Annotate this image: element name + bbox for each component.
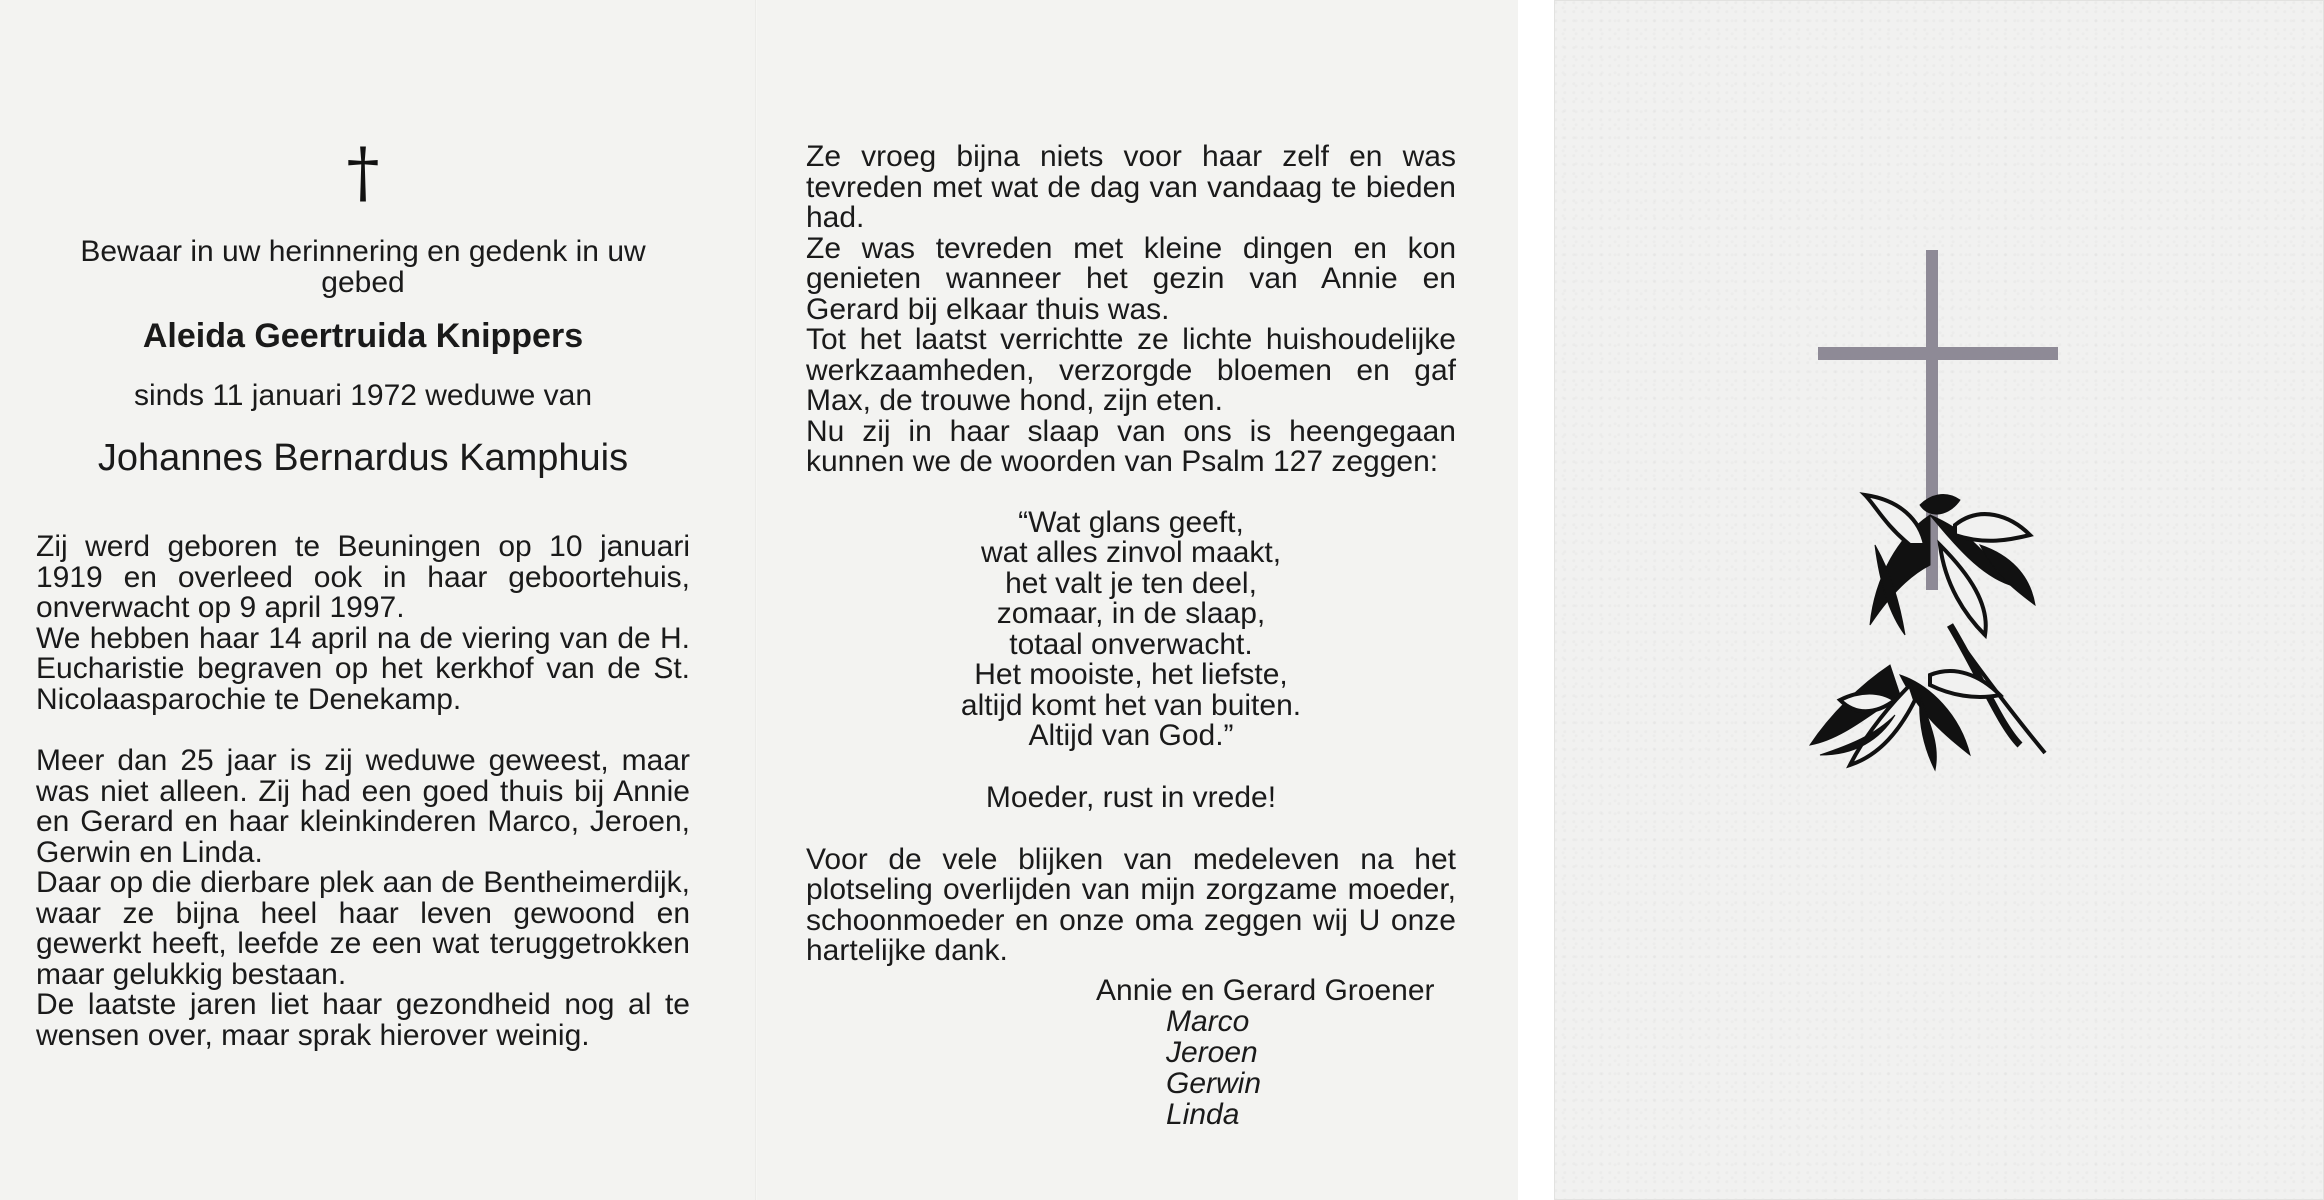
signoff: Annie en Gerard Groener (1096, 973, 1435, 1007)
poem-line: “Wat glans geeft, (1018, 505, 1244, 539)
poem-line: altijd komt het van buiten. (960, 688, 1302, 722)
grandchild-name: Gerwin (1166, 1066, 1262, 1100)
poem-line: totaal onverwacht. (1009, 627, 1253, 661)
poem-line: Altijd van God.” (1028, 719, 1234, 752)
widow-since: sinds 11 januari 1972 weduwe van (133, 379, 593, 412)
right-panel (806, 142, 1456, 1130)
farewell-line: Moeder, rust in vrede! (985, 780, 1277, 814)
poem-line: het valt je ten deel, (1005, 566, 1257, 600)
poem-line: zomaar, in de slaap, (996, 597, 1266, 630)
left-panel (36, 134, 690, 1052)
thanks-paragraph: Voor de vele blijken van medeleven na het plotseling overlijden van mijn zorgzame moeder, schoonmoeder en onze oma zeggen wij U onze hartelijke dank. (806, 842, 1456, 967)
husband-name: Johannes Bernardus Kamphuis (97, 437, 629, 479)
card-fold (755, 0, 757, 1200)
cover-cross-icon (1818, 250, 2058, 590)
bio-paragraph: Zij werd geboren te Beuningen op 10 januari 1919 en overleed ook in haar geboortehuis, onverwacht op 9 april 1997. (36, 530, 690, 624)
bio-paragraph: Daar op die dierbare plek aan de Bentheimerdijk, waar ze bijna heel haar leven gewoond en gewerkt heeft, leefde ze een wat teruggetrokken maar gelukkig bestaan. (36, 866, 690, 991)
grandchild-name: Jeroen (1166, 1035, 1258, 1069)
deceased-name: Aleida Geertruida Knippers (142, 317, 584, 355)
bio-paragraph: De laatste jaren liet haar gezondheid nog al te wensen over, maar sprak hierover weinig. (36, 988, 690, 1052)
cross-lily-illustration (1780, 245, 2080, 855)
grandchild-name: Linda (1166, 1097, 1240, 1131)
scan-gap (1518, 0, 1554, 1200)
grandchildren-list (1166, 1006, 1456, 1130)
intro-text: Bewaar in uw herinnering en gedenk in uw gebed (80, 235, 646, 299)
grandchild-name: Marco (1166, 1004, 1250, 1038)
poem-line: wat alles zinvol maakt, (980, 536, 1282, 569)
bio-paragraph: We hebben haar 14 april na de viering van de H. Eucharistie begraven op het kerkhof van de St. Nicolaasparochie te Denekamp. (36, 621, 690, 716)
cross-icon: † (346, 134, 380, 211)
bio-paragraph: Ze vroeg bijna niets voor haar zelf en was tevreden met wat de dag van vandaag te bieden had. (806, 140, 1456, 234)
bio-paragraph: Tot het laatst verrichtte ze lichte huishoudelijke werkzaamheden, verzorgde bloemen en gaf Max, de trouwe hond, zijn eten. (806, 323, 1456, 417)
poem-line: Het mooiste, het liefste, (974, 658, 1288, 691)
bio-paragraph: Ze was tevreden met kleine dingen en kon genieten wanneer het gezin van Annie en Gerard bij elkaar thuis was. (806, 231, 1456, 326)
psalm-poem (806, 505, 1456, 752)
lily-icon (1810, 495, 2045, 770)
bio-paragraph: Meer dan 25 jaar is zij weduwe geweest, maar was niet alleen. Zij had een goed thuis bij Annie en Gerard en haar kleinkinderen Marco, Jeroen, Gerwin en Linda. (36, 744, 690, 869)
bio-paragraph: Nu zij in haar slaap van ons is heengegaan kunnen we de woorden van Psalm 127 zeggen: (806, 414, 1456, 478)
